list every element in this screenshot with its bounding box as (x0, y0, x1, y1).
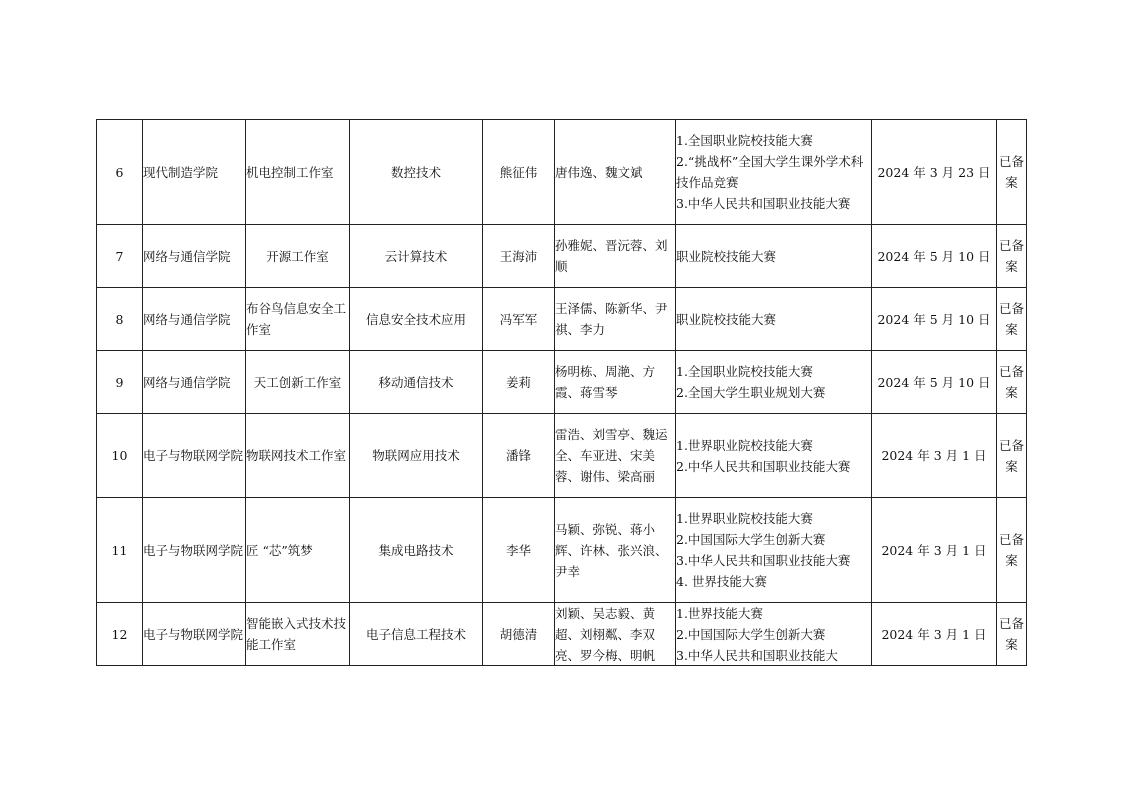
cell-leader: 王海沛 (483, 225, 555, 288)
cell-no: 10 (97, 414, 143, 498)
cell-leader: 李华 (483, 498, 555, 603)
table-row (97, 288, 1027, 351)
cell-members: 马颖、弥锐、蒋小辉、许林、张兴浪、尹幸 (555, 498, 676, 603)
cell-leader: 胡德清 (483, 603, 555, 666)
members-text: 刘颖、吴志毅、黄超、刘栩粼、李双亮、罗今梅、明帆 (555, 605, 656, 663)
cell-competitions (676, 414, 872, 498)
cell-college: 网络与通信学院 (143, 351, 246, 414)
competition-item: 1.全国职业院校技能大赛 (676, 364, 813, 379)
competition-item: 4. 世界技能大赛 (676, 574, 767, 589)
cell-status: 已备案 (997, 225, 1027, 288)
registration-table (96, 119, 1027, 666)
table-row (97, 414, 1027, 498)
competition-item: 1.世界技能大赛 (676, 606, 763, 621)
cell-studio: 智能嵌入式技术技能工作室 (246, 603, 350, 666)
cell-college: 网络与通信学院 (143, 288, 246, 351)
cell-major: 移动通信技术 (350, 351, 483, 414)
cell-leader: 潘锋 (483, 414, 555, 498)
cell-studio: 开源工作室 (246, 225, 350, 288)
cell-college: 电子与物联网学院 (143, 414, 246, 498)
cell-status: 已备案 (997, 351, 1027, 414)
cell-leader: 姜莉 (483, 351, 555, 414)
cell-members: 雷浩、刘雪亭、魏运全、车亚进、宋美蓉、谢伟、梁高丽 (555, 414, 676, 498)
cell-status: 已备案 (997, 288, 1027, 351)
cell-major: 电子信息工程技术 (350, 603, 483, 666)
cell-major: 云计算技术 (350, 225, 483, 288)
cell-college: 电子与物联网学院 (143, 603, 246, 666)
cell-major: 物联网应用技术 (350, 414, 483, 498)
cell-date: 2024 年 3 月 23 日 (872, 120, 997, 225)
cell-studio: 机电控制工作室 (246, 120, 350, 225)
cell-date: 2024 年 3 月 1 日 (872, 603, 997, 666)
competition-item: 2.中国国际大学生创新大赛 (676, 627, 826, 642)
cell-competitions (676, 288, 872, 351)
cell-major: 信息安全技术应用 (350, 288, 483, 351)
competition-item: 1.世界职业院校技能大赛 (676, 437, 813, 453)
table-body (97, 120, 1027, 666)
cell-members: 杨明栋、周滟、方霞、蒋雪琴 (555, 351, 676, 414)
cell-date: 2024 年 5 月 10 日 (872, 225, 997, 288)
cell-competitions (676, 120, 872, 225)
cell-competitions (676, 498, 872, 603)
cell-status: 已备案 (997, 498, 1027, 603)
cell-college: 网络与通信学院 (143, 225, 246, 288)
cell-date: 2024 年 5 月 10 日 (872, 288, 997, 351)
competition-item: 3.中华人民共和国职业技能大赛 (676, 553, 851, 568)
cell-major: 集成电路技术 (350, 498, 483, 603)
competition-item: 2.“挑战杯”全国大学生课外学术科技作品竞赛 (676, 154, 864, 190)
cell-college: 现代制造学院 (143, 120, 246, 225)
cell-no: 9 (97, 351, 143, 414)
cell-competitions (676, 225, 872, 288)
competition-item: 3.中华人民共和国职业技能大赛 (676, 196, 851, 211)
cell-leader: 冯军军 (483, 288, 555, 351)
cell-no: 7 (97, 225, 143, 288)
cell-major: 数控技术 (350, 120, 483, 225)
table-row (97, 351, 1027, 414)
cell-no: 6 (97, 120, 143, 225)
table-row (97, 498, 1027, 603)
competition-item: 1.世界职业院校技能大赛 (676, 511, 813, 526)
competition-item: 职业院校技能大赛 (676, 248, 777, 264)
cell-competitions (676, 351, 872, 414)
cell-competitions (676, 603, 872, 666)
cell-status: 已备案 (997, 120, 1027, 225)
competition-item: 1.全国职业院校技能大赛 (676, 133, 813, 148)
table-row (97, 603, 1027, 666)
cell-date: 2024 年 3 月 1 日 (872, 498, 997, 603)
cell-date: 2024 年 5 月 10 日 (872, 351, 997, 414)
cell-members (555, 603, 676, 666)
cell-members: 孙雅妮、晋沅蓉、刘顺 (555, 225, 676, 288)
cell-no: 11 (97, 498, 143, 603)
competition-item: 职业院校技能大赛 (676, 311, 777, 327)
competition-item: 2.中国国际大学生创新大赛 (676, 532, 826, 547)
cell-no: 8 (97, 288, 143, 351)
competition-item: 2.全国大学生职业规划大赛 (676, 385, 826, 400)
cell-studio: 物联网技术工作室 (246, 414, 350, 498)
cell-no: 12 (97, 603, 143, 666)
cell-status: 已备案 (997, 603, 1027, 666)
cell-members: 唐伟逸、魏文斌 (555, 120, 676, 225)
cell-members: 王泽儒、陈新华、尹祺、李力 (555, 288, 676, 351)
table-row (97, 225, 1027, 288)
cell-college: 电子与物联网学院 (143, 498, 246, 603)
cell-leader: 熊征伟 (483, 120, 555, 225)
cell-studio: 布谷鸟信息安全工作室 (246, 288, 350, 351)
cell-date: 2024 年 3 月 1 日 (872, 414, 997, 498)
table-row (97, 120, 1027, 225)
competition-item: 3.中华人民共和国职业技能大 (676, 648, 838, 663)
cell-studio: 匠 “芯”筑梦 (246, 498, 350, 603)
competition-item: 2.中华人民共和国职业技能大赛 (676, 458, 851, 474)
cell-studio: 天工创新工作室 (246, 351, 350, 414)
cell-status: 已备案 (997, 414, 1027, 498)
